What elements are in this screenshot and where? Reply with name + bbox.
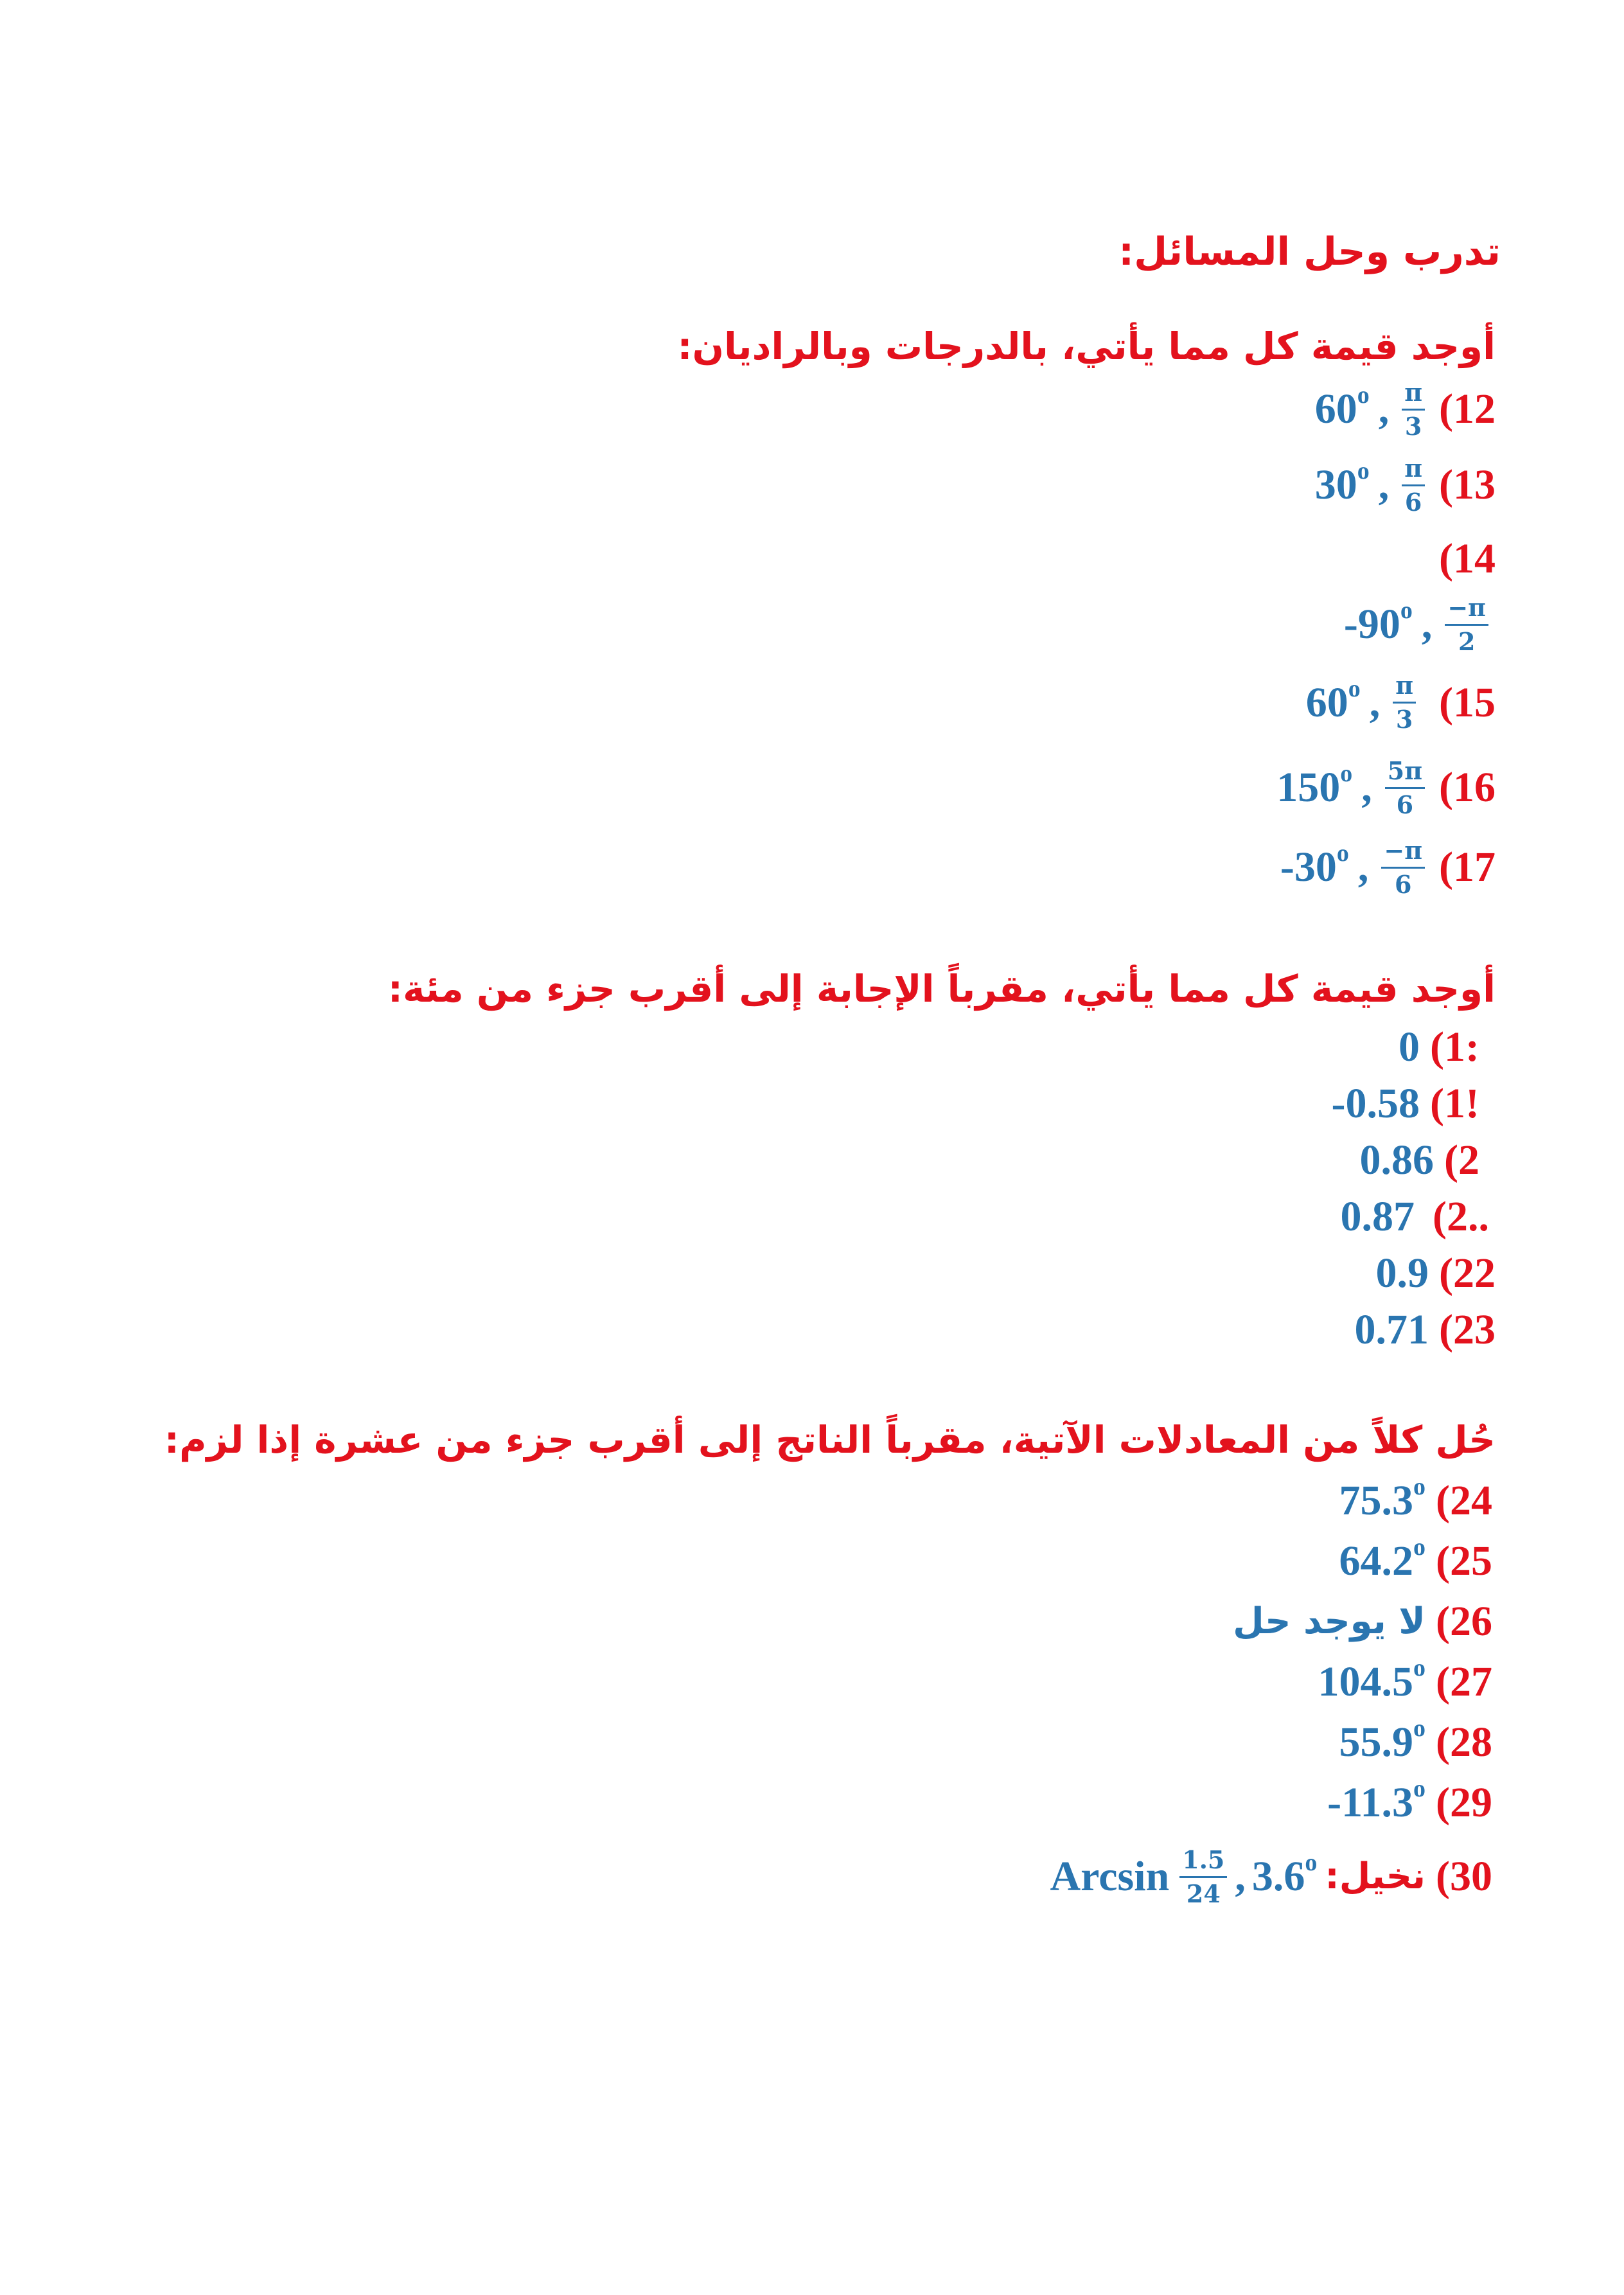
- answer-row: [1355, 1304, 1496, 1356]
- answer-value: -0.58: [1331, 1080, 1420, 1127]
- problem-number: (16: [1439, 764, 1496, 811]
- answer-row: [1318, 1656, 1492, 1708]
- section-heading-nearest-hundredth: أوجد قيمة كل مما يأتي، مقرباً الإجابة إلى أقرب جزء من مئة:: [387, 967, 1496, 1011]
- answer-row: [1360, 1135, 1479, 1186]
- answer-row: [1276, 749, 1496, 826]
- problem-number: (2..: [1433, 1193, 1489, 1240]
- hint-label: نخيل:: [1325, 1856, 1426, 1897]
- problem-number: (1!: [1430, 1080, 1479, 1127]
- answer-row: [1050, 1835, 1492, 1918]
- answer-value: 0.86: [1359, 1137, 1434, 1183]
- answer-value: 64.2 o: [1339, 1534, 1426, 1584]
- answer-value: -90 o , $\frac{-\pi}{2}$: [1344, 596, 1492, 654]
- answer-row: [1332, 1078, 1479, 1130]
- answer-row: [1339, 1717, 1492, 1768]
- problem-number: (14: [1439, 535, 1496, 582]
- section-heading-degrees-radians: أوجد قيمة كل مما يأتي، بالدرجات وبالراديان:: [677, 324, 1496, 368]
- answer-row: [1376, 1248, 1496, 1299]
- problem-number: (22: [1439, 1250, 1496, 1297]
- answer-value: 150 o , $\frac{5\pi}{6}$: [1276, 759, 1429, 817]
- answer-value: -30 o , $\frac{-\pi}{6}$: [1280, 838, 1429, 897]
- fraction: $\frac{\pi}{3}$: [1402, 380, 1425, 439]
- problem-number: (17: [1439, 844, 1496, 891]
- problem-number: (23: [1439, 1306, 1496, 1353]
- answer-value: 55.9 o: [1339, 1715, 1426, 1766]
- answer-row: [1315, 374, 1496, 445]
- answer-value: 30 o , $\frac{\pi}{6}$: [1315, 456, 1429, 515]
- fraction: $\frac{-\pi}{6}$: [1381, 838, 1425, 897]
- answer-value: لا يوجد حل: [1233, 1600, 1426, 1642]
- answer-row: [1429, 533, 1496, 585]
- problem-number: (28: [1436, 1719, 1492, 1766]
- answer-value: 60 o , $\frac{\pi}{3}$: [1306, 673, 1420, 732]
- fraction: $\frac{\pi}{6}$: [1402, 456, 1425, 515]
- fraction: $\frac{1.5}{24}$: [1179, 1848, 1227, 1906]
- answer-row: [1344, 586, 1492, 663]
- answer-value: 0.71: [1354, 1306, 1429, 1353]
- answer-value: -11.3 o: [1327, 1775, 1426, 1826]
- fraction: $\frac{5\pi}{6}$: [1385, 759, 1425, 817]
- problem-number: (12: [1439, 385, 1496, 432]
- answer-row: [1315, 450, 1496, 520]
- problem-number: (26: [1436, 1598, 1492, 1645]
- problem-number: (24: [1436, 1477, 1492, 1524]
- problem-number: (27: [1436, 1658, 1492, 1705]
- answer-row: [1306, 666, 1496, 740]
- answer-row: [1339, 1536, 1492, 1587]
- answer-row: [1339, 1475, 1492, 1527]
- answer-row: [1233, 1596, 1492, 1647]
- answer-value: Arcsin $\frac{1.5}{24}$ , 3.6 o: [1050, 1845, 1318, 1908]
- problem-number: (30: [1436, 1853, 1492, 1900]
- problem-number: (2: [1444, 1137, 1479, 1183]
- problem-number: (25: [1436, 1537, 1492, 1584]
- page-title: تدرب وحل المسائل:: [1118, 229, 1501, 274]
- answer-value: 0: [1399, 1023, 1420, 1070]
- problem-number: (15: [1439, 678, 1496, 726]
- answer-value: 104.5 o: [1318, 1654, 1426, 1705]
- problem-number: (1:: [1430, 1023, 1479, 1070]
- fraction: $\frac{\pi}{3}$: [1393, 673, 1416, 732]
- section-heading-solve-equations: حُل كلاً من المعادلات الآتية، مقرباً الناتج إلى أقرب جزء من عشرة إذا لزم:: [164, 1418, 1496, 1462]
- answer-value: 75.3 o: [1339, 1473, 1426, 1524]
- answer-value: 60 o , $\frac{\pi}{3}$: [1315, 380, 1429, 439]
- answer-row: [1341, 1191, 1489, 1243]
- fraction: $\frac{-\pi}{2}$: [1445, 596, 1488, 654]
- problem-number: (13: [1439, 461, 1496, 508]
- answer-row: [1399, 1022, 1479, 1073]
- answer-value: 0.87: [1340, 1193, 1415, 1240]
- answer-row: [1280, 829, 1496, 906]
- answer-row: [1327, 1777, 1492, 1829]
- answer-value: 0.9: [1375, 1250, 1429, 1297]
- problem-number: (29: [1436, 1779, 1492, 1826]
